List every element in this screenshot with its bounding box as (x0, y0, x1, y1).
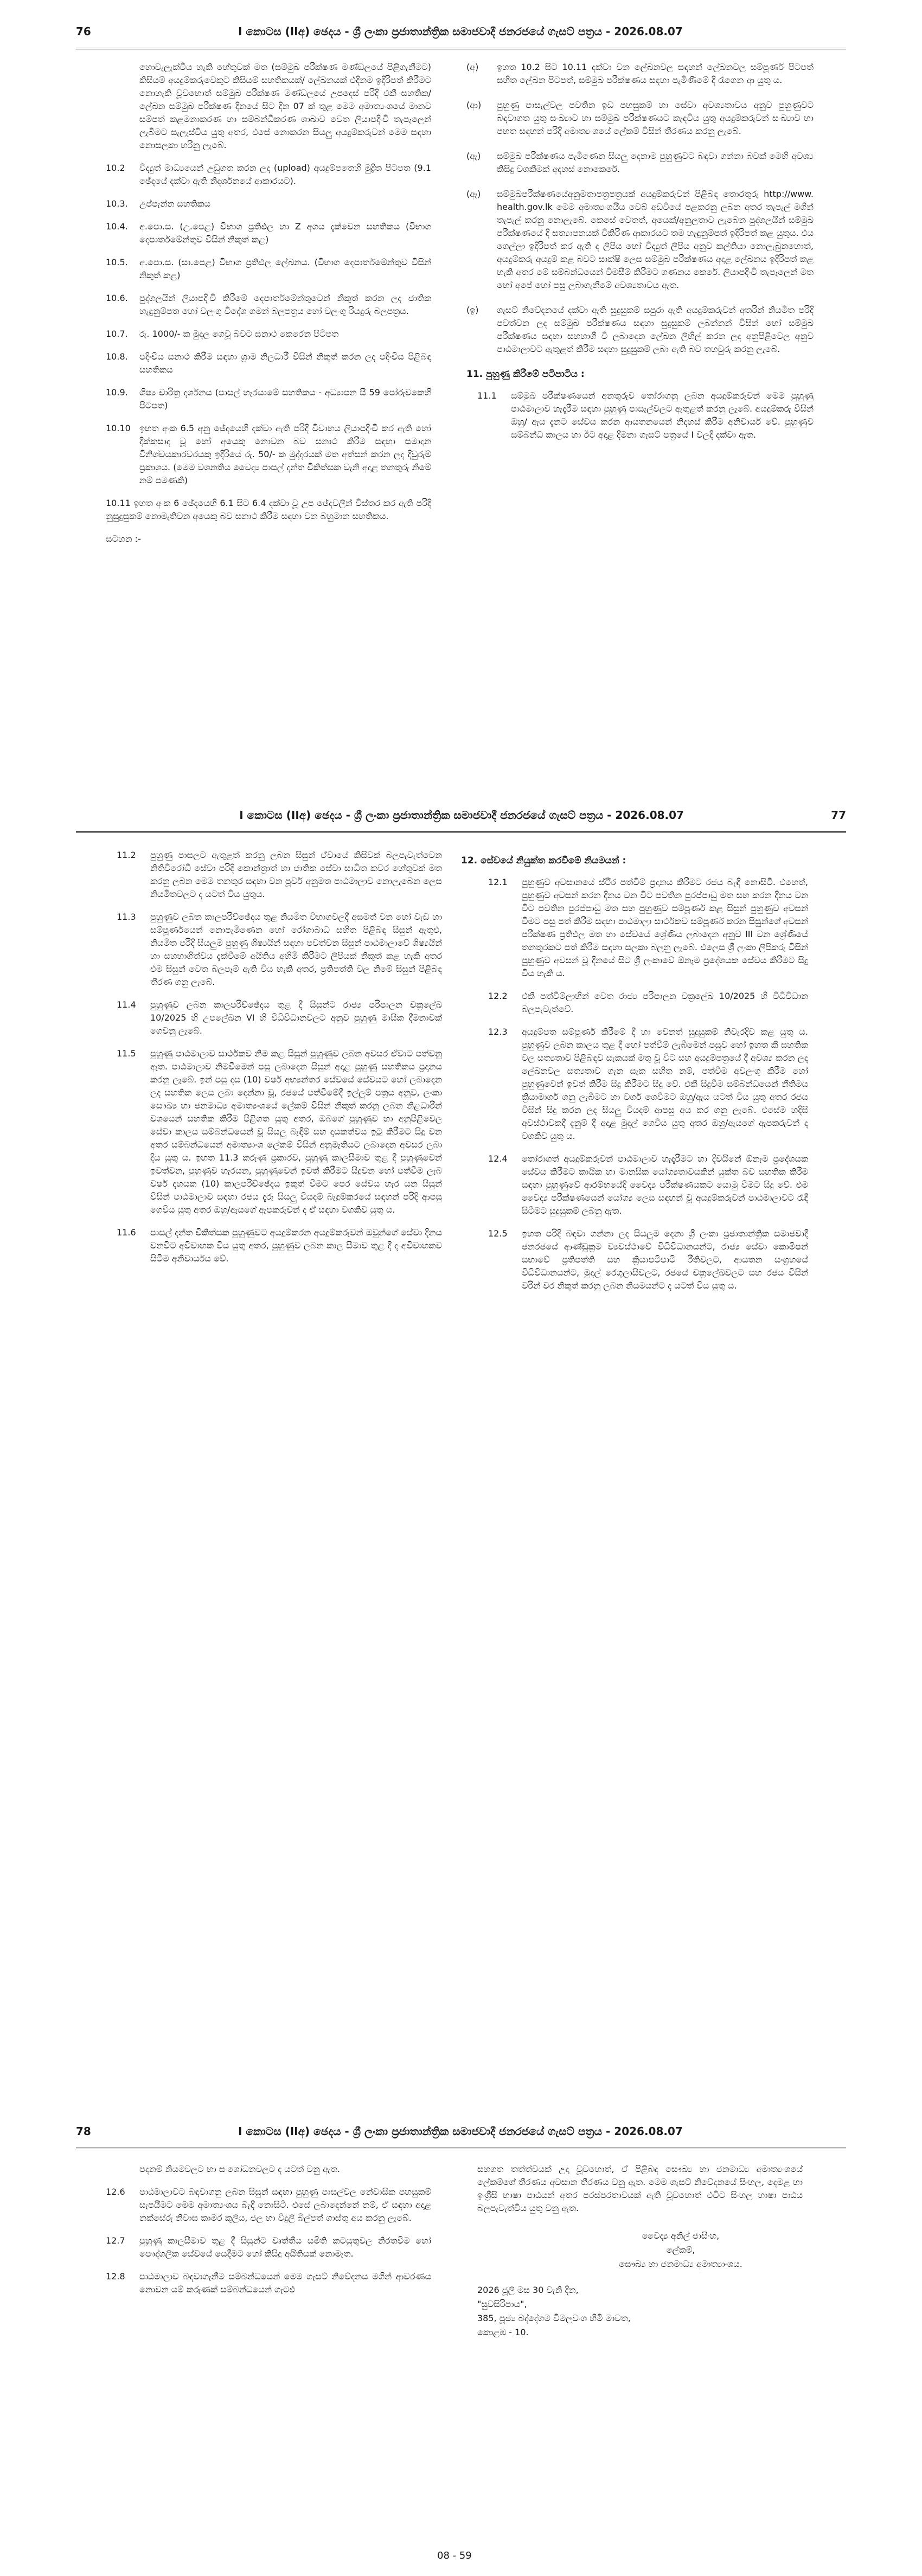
lettered-note (466, 99, 814, 138)
item-number: 12.6 (106, 2187, 125, 2197)
numbered-item (488, 1026, 808, 1143)
signature-block (477, 2229, 803, 2271)
item-text: ඉහත පරිදි බඳවා ගන්නා ලද සියලුම දෙනා ශ්‍රී ලංකා ප්‍රජාතාන්ත්‍රික සමාජවාදී ජනරජයේ ආණ්ඩුක්‍රම ව්‍යවස්ථාවේ විධිවිධානයන්ට, රාජ්‍ය සේවා කොමිෂන් සභාවේ ප්‍රතිපත්ති සහ ක්‍රියාපටිපාටි රීතිවලට, ආයතන සංග්‍රහයේ විධිවිධානයන්ට, මුදල් රෙගුලාසිවලට, රජයේ චක්‍රලේඛවලට සහ රජය විසින් වරින් වර නිකුත් කරනු ලබන නියමයන්ට ද යටත් විය යුතු ය. (522, 1228, 808, 1291)
item-number: 12.5 (488, 1228, 508, 1239)
note-label: (ආ) (466, 100, 482, 110)
item-number: 11.1 (477, 390, 497, 401)
page-header (76, 2115, 846, 2149)
item-number: 12.7 (106, 2235, 125, 2246)
item-text: පදිංචිය සනාථ කිරීම සඳහා ග්‍රාම නිලධාරී විසින් නිකුත් කරන ලද පදිංචිය පිළිබඳ සහතිකය (139, 351, 431, 375)
numbered-item (106, 2234, 431, 2260)
page-header (76, 15, 846, 49)
numbered-item (106, 422, 431, 487)
numbered-item (488, 990, 808, 1016)
item-number: 10.3. (106, 198, 128, 209)
numbered-item (106, 386, 431, 412)
document-code: 08 - 59 (437, 2550, 472, 2561)
item-text: පුහුණු කාලසීමාව තුළ දී සිසුන්ට වෘත්තීය සමිති කටයුතුවල නිරතවීම හෝ පෞද්ගලික සේවයේ යෙදීමට හෝ කිසිදු අයිතියක් නොමැත. (139, 2235, 431, 2259)
item-list (466, 389, 814, 441)
numbered-item (488, 1227, 808, 1292)
note-list (466, 61, 814, 356)
numbered-item (477, 389, 814, 441)
left-column (106, 2163, 431, 2306)
item-number: 10.5. (106, 257, 128, 267)
header-title: I කොටස (IIඅ) ඡෙදය - ශ්‍රී ලංකා ප්‍රජාතාන්ත්‍රික සමාජවාදී ජනරජයේ ගැසට් පත්‍රය - 2026.08.07 (238, 25, 683, 38)
item-text: තෝරාගත් අයදුම්කරුවන් පාඨමාලාව හැදෑරීමට හා දිවයිනේ ඕනෑම ප්‍රදේශයක සේවය කිරීමට කායික හා මානසික යෝග්‍යතාවයකින් යුක්ත බව සහතික කිරීම සඳහා පුහුණුවේ ආරම්භයේදී වෛද්‍ය පරීක්ෂණයකට යොමු වීමට සිදු වේ. එම වෛද්‍ය පරීක්ෂණයෙන් යෝග්‍ය ලෙස සඳහන් වූ අයදුම්කරුවන් පාඨමාලාවට රැඳී සිටීමට සුදුසුකම් ලබනු ඇත. (522, 1154, 808, 1216)
item-text: අයදුම්පත සම්පූර්ණ කිරීමේ දී හා වෙනත් සුදුසුකම් නිවැරදිව කළ යුතු ය. පුහුණුව ලබන කාලය තුළ දී හෝ පත්වීම් ලැබීමෙන් පසුව හෝ ඉහත කී සහතික වල සත්‍යතාව පිළිබඳව සැකයක් මතු වූ විට සහ අයදුම්පත්‍රයේ දී අවශ්‍ය කරන ලද ලේඛනවල සත්‍යතාව ගැන සැක සහිත නම්, පත්වීම අවලංගු කිරීම හෝ පුහුණුවෙන් ඉවත් කිරීම සිදු කිරීමට සිදු වේ. එකී සිදුවීම සම්බන්ධයෙන් නීතිමය ක්‍රියාමාර්ග ගනු ලැබීමට හා වර්ග ගෙවීමට ඔහු/ඇය යටත් විය යුතු අතර රජය විසින් සිදු කරන ලද සියලු වියදම් ආපසු අය කර ගනු ලැබේ. එසේම හදිසි අවස්ථාවකදී දැනුම් දී අදාළ මුදල් ගෙවිය යුතු අතර ඔහු/ඇයගේ ඇපකරුවන් ද වගකිව යුතු ය. (522, 1027, 808, 1141)
item-text: අ.පො.ස. (සා.පෙළ) විභාග ප්‍රතිඵල ලේඛනය. (විභාග දෙපාර්තමේන්තුව විසින් නිකුත් කළ) (139, 257, 431, 280)
item-number: 11.6 (117, 1227, 136, 1238)
page-number: 77 (831, 809, 846, 822)
item-number: 11.3 (117, 912, 136, 922)
numbered-item (106, 256, 431, 282)
item-number: 10.4. (106, 221, 128, 232)
note-label: (ඇ) (466, 151, 481, 161)
left-column (117, 849, 442, 1275)
intro-paragraph: පදනම් නියමවලට හා සංශෝධනවලට ද යටත් වනු ඇත. (139, 2164, 340, 2174)
closing-paragraph: සහගත තත්ත්වයක් උදා වූවහොත්, ඒ පිළිබඳ සෞඛ්‍ය හා ජනමාධ්‍ය අමාත්‍යංශයේ ලේකම්ගේ තීරණය අවසාන තීරණය වනු ඇත. මෙම ගැසට් නිවේදනයේ සිංහල, දෙමළ හා ඉංග්‍රීසි භාෂා පාඨයන් අතර පරස්පරතාවයක් ඇති වූවහොත් එවිට සිංහල භාෂා පාඨය බලපැවැත්විය යුතු වනු ඇත. (477, 2164, 803, 2213)
intro-paragraph: හොවැලැක්වීය හැකි හේතුවක් මත (සම්මුඛ පරීක්ෂණ මණ්ඩලයේ පිළිගැනීමට) කිසියම් අයදුම්කරුවෙකුට කිසියම් සහතිකයක්/ ලේඛනයක් එදිනම ඉදිරිපත් කිරීමට නොහැකි වූවහොත් සම්මුඛ පරීක්ෂණ මණ්ඩලයේ උපදෙස් පරිදි එකී සහතික/ ලේඛන සම්මුඛ පරීක්ෂණ දිනයේ සිට දින 07 ක් තුළ මෙම අමාත්‍යංශයේ මානව සම්පත් කළමනාකරණ හා සම්බන්ධීකරණ ශාඛාව වෙත ලියාපදිංචි තැපෑලෙන් ලැබීමට සැලැස්විය යුතු අතර, එසේ නොකරන සියලු අයදුම්කරුවන් මෙම සඳහා නොසලකා හරිනු ලැබේ. (139, 62, 431, 150)
numbered-item (106, 328, 431, 341)
numbered-item (106, 197, 431, 210)
gazette-page-78 (0, 2115, 922, 2576)
item-number: 12.3 (488, 1027, 508, 1037)
item-text: විද්‍යුත් මාධ්‍යයෙන් උඩුගත කරන ලද (upload) අයදුම්පතෙහි මුද්‍රිත පිටපත (9.1 ඡේදයේ දක්වා ඇති නිදර්ශනයේ ආකාරයට). (139, 163, 431, 186)
item-text: ඉහත අංක 6.5 අනු ඡේදයෙහි දක්වා ඇති පරිදි විවාහය ලියාපදිංචි කර ඇති හෝ දික්කසාද වූ හෝ අයෙකු නොවන බව සනාථ කිරීම සඳහා සමාදාන විනිශ්චයකාරවරයකු ඉදිරියේ රු. 50/- ක මුද්දරයක් මත අත්සන් කරන ලද දිවුරුම් ප්‍රකාශය. (මෙම වශනතිය වෛද්‍ය පාසල් දන්ත චිකිත්සක වැනි අදාළ තනතුරු නිමේ නම් පමණකි) (139, 423, 431, 485)
numbered-item (106, 2186, 431, 2225)
item-number: 12.2 (488, 991, 508, 1001)
item-text: අ.පො.ස. (උ.පෙළ) විභාග ප්‍රතිඵල හා Z අගය දැක්වෙන සහතිකය (විභාග දෙපාර්තමේන්තුව විසින් නිකුත් කළ) (139, 221, 431, 245)
numbered-item (106, 162, 431, 188)
lettered-note (466, 304, 814, 356)
right-column (477, 2163, 803, 2340)
item-list (106, 162, 431, 487)
address-line: 385, පූජ්‍ය බද්දේගම විමලවංශ හිමි මාවත, (477, 2313, 631, 2323)
note-label: (ඈ) (466, 189, 481, 199)
item-text: පුහුණුව ලබන කාලපරිච්ඡේදය තුළ දී සිසුන්ට රාජ්‍ය පරිපාලන චක්‍රලේඛ 10/2025 හි උපලේඛන VI හි විධිවිධානවලට අනුව පුහුණු මාසික දීමනාවක් ගෙවනු ලැබේ. (150, 999, 442, 1036)
item-text: උප්පැන්න සහතිකය (139, 198, 210, 209)
numbered-item (117, 1226, 442, 1265)
item-number: 11.5 (117, 1048, 136, 1059)
item-text: පාඨමාලාවට බඳවාගනු ලබන සිසුන් සඳහා පුහුණු පාසල්වල නේවාසික පහසුකම් සැපයීමට මෙම අමාත්‍යංශය බැඳී නොසිටී. එසේ ලබාදෙන්නේ නම්, ඒ සඳහා අදාළ නක්සේරු නිවාස කාමර කුලිය, ජල හා විදුලි බිල්පත් ගාස්තු අය කරනු ලැබේ. (139, 2187, 431, 2223)
item-number: 12.1 (488, 877, 508, 887)
numbered-item (117, 849, 442, 901)
numbered-item (106, 350, 431, 376)
item-list (106, 2186, 431, 2296)
numbered-item (106, 220, 431, 246)
gazette-page-77 (0, 784, 922, 2096)
item-text: පාඨමාලාව බඳවාගැනීම සම්බන්ධයෙන් මෙම ගැසට් නිවේදනය මගින් ආවරණය නොවන යම් කරුණක් සම්බන්ධයෙන් ගැටළු (139, 2271, 431, 2295)
page-number: 78 (76, 2125, 91, 2138)
address-line: කොළඹ - 10. (477, 2327, 529, 2337)
numbered-item (117, 911, 442, 989)
note-label: (ඉ) (466, 305, 479, 315)
section-heading: 11. පුහුණු කිරීමේ පටිපාටිය : (466, 369, 585, 380)
address-line: "සුවසිරිපාය", (477, 2299, 527, 2309)
page-header (76, 799, 846, 833)
item-text: සම්මුඛ පරීක්ෂණයෙන් අනතුරුව තෝරාගනු ලබන අයදුම්කරුවන් මෙම පුහුණු පාඨමාලාව හැදෑරීම සඳහා පුහුණු පාසැල්වලට ඇතුළත් කරනු ලැබේ. අයදුම්කරු විසින් ඔහු/ ඇය දැනට සේවය කරන ආයතනයෙන් නිදහස් කිරීම අනිවාර්ය වේ. පුහුණුව සම්බන්ධ කාලය හා ඊට අදාළ දීමනා ගැසට් පත්‍රයේ I වලදී දක්වා ඇත. (511, 390, 814, 440)
note-text: පුහුණු පාසැල්වල පවතින ඉඩ පහසුකම් හා සේවා අවශ්‍යතාවය අනුව පුහුණුවට බඳවාගත යුතු සංඛ්‍යාව හා සම්මුඛ පරීක්ෂණයට කැඳවිය යුතු අයදුම්කරුවන් සංඛ්‍යාව හා පහත සඳහන් පරිදි අමාත්‍යංශයේ ලේකම් විසින් තීරණය කරනු ලැබේ. (497, 100, 814, 136)
lettered-note (466, 188, 814, 292)
numbered-item (488, 1152, 808, 1217)
page-number: 76 (76, 25, 91, 38)
numbered-item (117, 998, 442, 1037)
lettered-note (466, 61, 814, 87)
note-label: (අ) (466, 62, 479, 72)
left-column (106, 61, 431, 555)
item-number: 10.2 (106, 163, 125, 173)
item-number: 11.2 (117, 850, 136, 860)
item-text: පුහුණු පාඨමාලාව සාර්ථකව නිම කළ සිසුන් පුහුණුව ලබන අවසර ඒවාට පත්වනු ඇත. පාඨමාලාව නිමවීමෙන් පසු ලබාදෙන සිසුන් අදාළ පුහුණු සහතිකය ප්‍රදානය කරනු ලැබේ. ඉන් පසු දස (10) වර්ෂ අභ්‍යන්තර සේවයේ සේවයට හෝ ලබාදෙන ලද සහතික ලෙස ලබා දෙන්නා වූ, රජයේ පත්වීමේදී ඉල්ලුම් පත්‍රය අනුව, ලංකා සෞඛ්‍ය හා ජනමාධ්‍ය අමාත්‍යංශයේ ලේකම් විසින් නිකුත් කරනු ලබන නිළධාරීන් වශයෙන් සහතික කිරීම පිළිගත යුතු අතර, ඔබගේ පුහුණුව හා අනුපිළිවෙල සේවා කාලය සම්බන්ධයෙන් වූ සියලු බැඳීම් සහ දායකත්වය ඉටු කිරීමට සිදු වන අතර සම්බන්ධයෙන් අමාත්‍යාංශ ලේකම් විසින් අනුමැතියට ලබාදෙන අවසර ලබා දිය යුතු ය. ඉහත 11.3 කරුණු ප්‍රකාරව, පුහුණු කාලසීමාව තුළ දී පුහුණුවෙන් ඉවත්වන, පුහුණුව හැරයන, පුහුණුවෙන් ඉවත් කිරීමට සිදුවන හෝ පත්වීම ලැබ වර්ෂ දහයක (10) කාලපරිච්ඡේදය ඉකුත් වීමට පෙර සේවය හැර යන සිසුන් විසින් පාඨමාලාව සඳහා රජය දැරූ සියලු වියදම් බැඳුම්කරයේ සඳහන් පරිදි ආපසු ගෙවිය යුතු අතර ඔහු/ඇයගේ ඇපකරුවන් ද ඒ සඳහා වගකිව යුතු ය. (150, 1048, 442, 1215)
signatory-ministry: සෞඛ්‍ය හා ජනමාධ්‍ය අමාත්‍යාංශය. (619, 2259, 742, 2269)
header-title: I කොටස (IIඅ) ඡෙදය - ශ්‍රී ලංකා ප්‍රජාතාන්ත්‍රික සමාජවාදී ජනරජයේ ගැසට් පත්‍රය - 2026.08.07 (238, 2125, 683, 2138)
gazette-page-76 (0, 0, 922, 781)
section-heading: 12. සේවයේ නියුක්ත කරවීමේ නියමයන් : (461, 855, 626, 866)
date-line: 2026 ජූලි මස 30 වැනි දින, (477, 2285, 579, 2295)
signatory-name: වෛද්‍ය අනිල් ජාසිංහ, (642, 2231, 720, 2241)
item-number: 10.8. (106, 351, 128, 362)
note-text: ඉහත 10.2 සිට 10.11 දක්වා වන ලේඛනවල සඳහන් ලේඛනවල සම්පූර්ණ පිටපත් සහිත ලේඛන පිටපත්, සම්මුඛ පරීක්ෂණය සඳහා පැමිණීමේ දී රැගෙන ආ යුතු ය. (497, 62, 814, 85)
item-text: පුහුණු පාසලට ඇතුළත් කරනු ලබන සිසුන් ඒවායේ කිසිවක් බලපැවැත්වෙන නිතිවිරෝධී සේවා පරිදි කොන්ත්‍රාත් හා ජාතික සේවා සාධිත කවර හේතුවක් මත කරනු ලබන මෙම තනතුර සඳහා වන පූර්ව අනුමත පාඨමාලාව නොලැබෙන ලෙස නියමිතවලට ද යටත් විය යුතුය. (150, 850, 442, 899)
item-list (117, 849, 442, 1265)
item-text: එකී පත්වීම්ලාභීන් වෙත රාජ්‍ය පරිපාලන චක්‍රලේඛ 10/2025 හි විධිවිධාන බලපැවැත්වේ. (522, 991, 808, 1014)
item-number: 10.9. (106, 387, 128, 398)
note-text: සම්මුඛපරීක්ෂණයේඅනුමතාපත්‍රපත්‍රයක් අයදුම්කරුවන් පිළිබඳ තොරතුරු http://www. health.gov.lk මෙම අමාත්‍යංශයීය වෙබ් අඩවියේ පළකරනු ලබන අතර තැපැල් මගින් තැපැල් කරනු නොලැබේ. කෙසේ වෙතත්, අයෙක්/අනුලතාව ලැබෙන පුද්ගලයින් සම්මුඛ පරීක්ෂණයේ දී සත්‍යාපනයක් විකිරිණ ආකාරයට තම හැඳුනුම්පත් ඉදිරිපත් කළ යුතුය. එය ගෙල්ලා ඉදිරිපත් කර ඇති ද ලිපිය හෝ විද්‍යුත් ලිපිය අනුව කල්තියා නොලැබුනහොත්, අයදුම්කරු අයදුම් කළ බවට සාක්ෂි ලෙස සම්මුඛ පරීක්ෂණය අදාළ ලේඛනය ඉදිරිපත් කළ හැකි අතර මේ සම්බන්ධයෙන් විමසීම් කිරීමට ගණනය කෙරේ. ලියාපදිංචි තැපෑලෙන් මත හෝ අපේ හෝ පසු ලබාගැනීමේ අවශ්‍යතාවය ඇත. (497, 189, 814, 290)
item-list (461, 876, 808, 1292)
header-title: I කොටස (IIඅ) ඡෙදය - ශ්‍රී ලංකා ප්‍රජාතාන්ත්‍රික සමාජවාදී ජනරජයේ ගැසට් පත්‍රය - 2026.08.07 (239, 809, 684, 822)
note-text: ගැසට් නිවේදනයේ දක්වා ඇති සුදුසුකම් සපුරා ඇති අයදුම්කරුවන් අතරින් නියමිත පරිදි පවත්වන ලද සම්මුඛ පරීක්ෂණය සඳහා සුදුසුකම් ලබන්නන් විසින් හෝ සම්මුඛ පරීක්ෂණය සඳහා සහභාගී වී ලබාදෙන ලේඛන ලිහිල් කරන ලද අනුපිළිවෙල අනුව පාඨමාලාවට ඇතුළත් කිරීම සඳහා සුදුසුකම් ලබා ඇති බව තහවුරු කරනු ලැබේ. (497, 305, 814, 354)
note-text: සම්මුඛ පරීක්ෂණය පැමිණෙන සියලු දෙනාම පුහුණුවට බඳවා ගන්නා බවක් මෙහි අවශ්‍ය කිසිදු වගකීමක් අදහස් නොකෙරේ. (497, 151, 814, 174)
item-number: 12.8 (106, 2271, 125, 2282)
item-number: 10.6. (106, 293, 128, 303)
item-number: 10.10 (106, 423, 131, 433)
item-text: පුද්ගලයින් ලියාපදිංචි කිරීමේ දෙපාර්තමේන්තුවෙන් නිකුත් කරන ලද ජාතික හැඳුනුම්පත හෝ වලංගු විදේශ ගමන් බලපත්‍රය හෝ වලංගු රියදුරු බලපත්‍රය. (139, 293, 431, 316)
right-column (461, 849, 808, 1302)
date-address-block (477, 2283, 803, 2340)
note-label: සටහන :- (106, 534, 141, 544)
item-text: පුහුණුව ලබන කාලපරිච්ඡේදය තුළ නියමිත විභාගවලදී අසමත් වන හෝ වැඩ හා සම්පූර්ණයෙන් නොපැමිණෙන හෝ රෝගාබාධ සහිත පිළිබඳ සිසුන් ඇතුළු, නියමිත පරිදි සියලුම පුහුණු ශිෂ්‍යයින් සඳහා පවත්වන සිසුන් පාඨමාලාවේ ශිෂ්‍යයින් හා සහභාගිත්වය දැක්වීමේ අයිතිය අහිමි කිරීමට ලිපියක් නිකුත් කළ හැකි අතර එම සිසුන් වෙත බලපෑම් ඇති විය හැකි අතර, ප්‍රතිපත්ති වල නිමේ සිසුන් පිළිබඳ තීරණ ගනු ලැබේ. (150, 912, 442, 987)
item-number: 11.4 (117, 999, 136, 1010)
item-number: 12.4 (488, 1154, 508, 1164)
right-column (466, 61, 814, 451)
item-number: 10.7. (106, 329, 128, 339)
outro-paragraph: 10.11 ඉහත අංක 6 ඡේදයෙහි 6.1 සිට 6.4 දක්වා වූ උප ඡේදවලින් විස්තර කර ඇති පරිදි නුසුදුසුකම් නොමැතිවන අයෙකු බව සනාථ කිරීම සඳහා වන බහුමාන සහතිකය. (106, 498, 431, 521)
item-text: පුහුණුව අවසානයේ ස්ථිර පත්වීම් ප්‍රදානය කිරීමට රජය බැඳී නොසිටී. එහෙත්, පුහුණුව අවසන් කරන දිනය වන විට පවතින පුරප්පාඩු මත සහ කරන දිනය වන විට පවතින පුරප්පාඩු මත සහ පුහුණුව සම්පූර්ණ කළ සිසුන් පුහුණුව අවසන් වීමට පසු පත් කිරීම සඳහා පාඨමාලා සාර්ථකව සම්පූර්ණ කරන සිසුන්ගේ අවසන් පරීක්ෂණ ප්‍රතිඵල මත හා සේවයේ ශ්‍රේණිය ලබාදෙන අනුව III වන ශ්‍රේණියේ තනතුරකට පත් කිරීම සඳහා සලකා බලනු ලැබේ. එලෙස ශ්‍රී ලංකා ලිපිකරු විසින් පුහුණුව අවසන් වූ දිනයේ සිට ශ්‍රී ලංකාවේ ඕනෑම ප්‍රදේශයක සේවය කිරීමට සිදු විය හැකි ය. (522, 877, 808, 978)
item-text: පාසල් දන්ත චිකිත්සක පුහුණුවට අයදුම්කරන අයදුම්කරුවන් ඔවුන්ගේ සේවා දිනය වනවිට අවිවාහක විය යුතු අතර, පුහුණුව ලබන කාල සීමාව තුළ දී ද අවිවාහකව සිටීම අනිවාර්යය වේ. (150, 1227, 442, 1264)
item-text: ශිෂ්‍ය චාරිත්‍ර දර්ශනය (පාසල් හැරයාමේ සහතිකය - අධ්‍යාපන සී 59 පෝරුවකෙහි පිටපත) (139, 387, 431, 411)
item-text: රු. 1000/- ක මුදල ගෙවූ බවට සනාථ කෙරෙන පිටිපත (139, 329, 339, 339)
numbered-item (106, 2270, 431, 2296)
signatory-title: ලේකම්, (666, 2245, 695, 2255)
numbered-item (488, 876, 808, 980)
lettered-note (466, 150, 814, 176)
numbered-item (106, 292, 431, 318)
numbered-item (117, 1047, 442, 1216)
